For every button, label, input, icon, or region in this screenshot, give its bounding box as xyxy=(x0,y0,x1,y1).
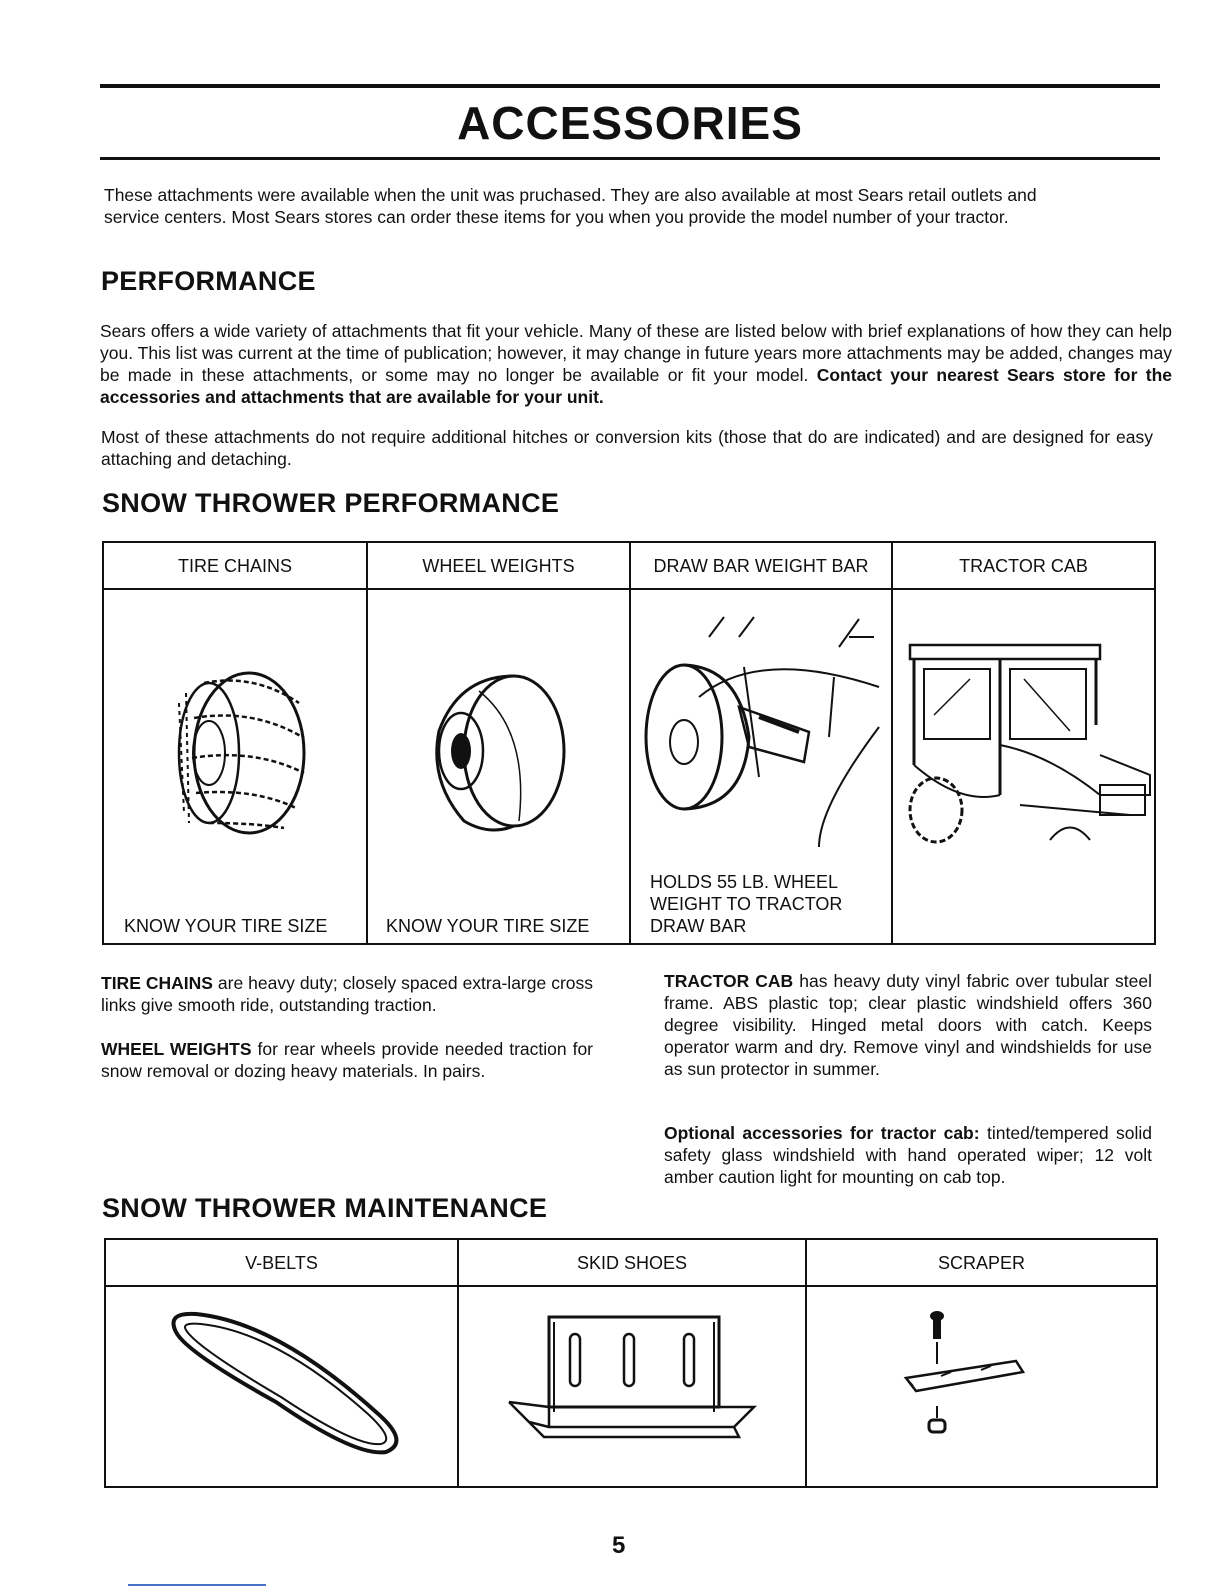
wheel-weight-icon xyxy=(419,671,569,841)
performance-paragraph xyxy=(100,320,1172,408)
header-wheel-weights: WHEEL WEIGHTS xyxy=(422,555,575,576)
wheel-weights-caption: KNOW YOUR TIRE SIZE xyxy=(386,916,590,936)
header-tire-chains: TIRE CHAINS xyxy=(177,555,292,576)
v-belt-icon xyxy=(156,1302,416,1462)
draw-bar-caption: HOLDS 55 LB. WHEEL WEIGHT TO TRACTOR DRAW BAR xyxy=(650,872,843,936)
header-skid-shoes: SKID SHOES xyxy=(576,1252,688,1273)
tire-chains-caption: KNOW YOUR TIRE SIZE xyxy=(124,916,328,936)
optional-accessories-description xyxy=(664,1122,1152,1188)
table-column-divider xyxy=(629,543,631,943)
performance-contact-text: Contact your nearest Sears store for the accessories and attachments that are available for your unit. xyxy=(100,365,1172,407)
scraper-icon xyxy=(901,1306,1031,1438)
snow-maintenance-table xyxy=(104,1238,1158,1488)
attachments-paragraph: Most of these attachments do not require additional hitches or conversion kits (those that do are indicated) and are designed for easy attaching and detaching. xyxy=(101,427,1153,469)
intro-paragraph: These attachments were available when the unit was pruchased. They are also available at most Sears retail outlets and service centers. Most Sears stores can order these items for you when you provide the model number of your tractor. xyxy=(104,185,1037,227)
header-tractor-cab: TRACTOR CAB xyxy=(959,555,1088,576)
header-draw-bar-weight-bar: DRAW BAR WEIGHT BAR xyxy=(653,555,869,576)
wheel-weights-text: for rear wheels provide needed traction for snow removal or dozing heavy materials. In pairs. xyxy=(101,1039,594,1081)
performance-text: Sears offers a wide variety of attachments that fit your vehicle. Many of these are listed below with brief explanations of how they can help you. This list was current at the time of publication; however, it may change in future years more attachments may be added, changes may be made in these attachments, or some may no longer be available or fit your model. xyxy=(100,321,1172,385)
table-column-divider xyxy=(366,543,368,943)
tire-chains-icon xyxy=(164,663,314,843)
tractor-cab-text: has heavy duty vinyl fabric over tubular steel frame. ABS plastic top; clear plastic windshield offers 360 degree visibility. Hinged metal doors with catch. Keeps operator warm and dry. Remove vinyl and windshields for use as sun protector in summer. xyxy=(664,971,1152,1079)
title-underline xyxy=(100,157,1160,160)
table-column-divider xyxy=(891,543,893,943)
optional-text: tinted/tempered solid safety glass windshield with hand operated wiper; 12 volt amber caution light for mounting on cab top. xyxy=(664,1123,1152,1187)
snow-maintenance-heading: SNOW THROWER MAINTENANCE xyxy=(102,1193,548,1223)
tire-chains-text: are heavy duty; closely spaced extra-large cross links give smooth ride, outstanding traction. xyxy=(101,973,594,1015)
page-number: 5 xyxy=(612,1532,626,1559)
page-title: ACCESSORIES xyxy=(457,97,803,149)
header-scraper: SCRAPER xyxy=(937,1252,1026,1273)
skid-shoe-icon xyxy=(504,1312,759,1447)
tractor-cab-description xyxy=(664,970,1152,1080)
tire-chains-description xyxy=(101,972,593,1016)
tractor-cab-icon xyxy=(900,635,1152,850)
tractor-cab-term: TRACTOR CAB xyxy=(664,971,794,991)
draw-bar-weight-icon xyxy=(639,607,884,847)
performance-heading: PERFORMANCE xyxy=(101,266,316,296)
header-v-belts: V-BELTS xyxy=(245,1252,318,1273)
top-rule xyxy=(100,84,1160,88)
wheel-weights-term: WHEEL WEIGHTS xyxy=(101,1039,252,1059)
tire-chains-term: TIRE CHAINS xyxy=(101,973,213,993)
optional-term: Optional accessories for tractor cab: xyxy=(664,1123,980,1143)
snow-performance-table xyxy=(102,541,1156,945)
wheel-weights-description xyxy=(101,1038,593,1082)
snow-performance-heading: SNOW THROWER PERFORMANCE xyxy=(102,488,560,518)
